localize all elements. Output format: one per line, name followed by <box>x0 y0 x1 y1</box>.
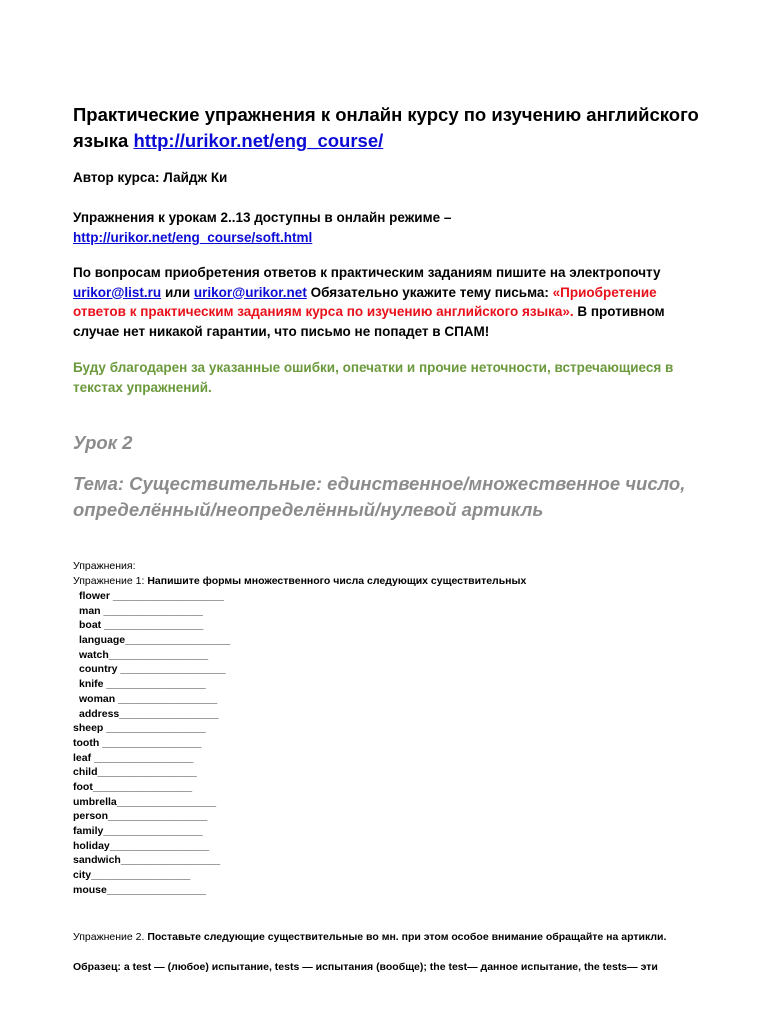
exercise-2-heading <box>73 930 713 945</box>
exercises-heading: Упражнения: <box>73 560 136 572</box>
list-item: foot_________________ <box>73 780 193 793</box>
lesson-topic: Тема: Существительные: единственное/множественное число, определённый/неопределённый/нулевой артикль <box>73 473 686 520</box>
word-list <box>73 589 230 897</box>
exercise-1-heading <box>73 574 713 589</box>
list-item: language__________________ <box>79 634 231 647</box>
exercise-1-task: Напишите формы множественного числа следующих существительных <box>147 575 527 587</box>
list-item: person_________________ <box>73 810 208 823</box>
online-text: Упражнения к урокам 2..13 доступны в онлайн режиме – <box>73 210 452 225</box>
title-text: Практические упражнения к онлайн курсу по изучению английского языка <box>73 104 699 151</box>
lesson-title: Урок 2 <box>73 432 133 453</box>
list-item: woman _________________ <box>79 692 218 705</box>
author-line: Автор курса: Лайдж Ки <box>73 170 228 185</box>
contact-paragraph <box>73 263 713 341</box>
list-item: man _________________ <box>79 604 203 617</box>
list-item: tooth _________________ <box>73 736 202 749</box>
list-item: umbrella_________________ <box>73 795 217 808</box>
list-item: knife _________________ <box>79 678 206 691</box>
list-item: sandwich_________________ <box>73 854 221 867</box>
online-exercises-paragraph <box>73 208 713 247</box>
list-item: country __________________ <box>79 663 226 676</box>
contact-or: или <box>161 284 194 300</box>
contact-text-2: Обязательно укажите тему письма: <box>306 284 553 300</box>
list-item: watch_________________ <box>79 648 209 661</box>
list-item: holiday_________________ <box>73 839 210 852</box>
list-item: city_________________ <box>73 869 191 882</box>
email-link-1[interactable]: urikor@list.ru <box>73 284 162 300</box>
list-item: sheep _________________ <box>73 722 206 735</box>
email-subject: «Приобретение ответов к практическим заданиям курса по изучению английского языка». <box>73 284 657 319</box>
list-item: mouse_________________ <box>73 883 207 896</box>
list-item: family_________________ <box>73 825 203 837</box>
list-item: leaf _________________ <box>73 751 194 764</box>
list-item: boat _________________ <box>79 619 204 632</box>
course-link[interactable]: http://urikor.net/eng_course/ <box>133 130 384 151</box>
list-item: flower ___________________ <box>79 590 224 602</box>
soft-link[interactable]: http://urikor.net/eng_course/soft.html <box>73 229 313 245</box>
email-link-2[interactable]: urikor@urikor.net <box>193 284 307 300</box>
exercise-2-label: Упражнение 2. <box>73 931 148 943</box>
exercise-2-sample: Образец: a test — (любое) испытание, tests — испытания (вообще); the test— данное испытание, the tests— эти <box>73 961 658 973</box>
contact-text-1: По вопросам приобретения ответов к практическим заданиям пишите на электропочту <box>73 265 661 280</box>
exercise-2-task: Поставьте следующие существительные во мн. при этом особое внимание обращайте на артикли. <box>147 931 667 943</box>
contact-text-3: В противном случае нет никакой гарантии, что письмо не попадет в СПАМ! <box>73 304 665 339</box>
list-item: address_________________ <box>79 707 219 720</box>
list-item: child_________________ <box>73 766 197 779</box>
thanks-note: Буду благодарен за указанные ошибки, опечатки и прочие неточности, встречающиеся в текстах упражнений. <box>73 360 674 395</box>
page-title <box>73 102 713 154</box>
exercise-1-label: Упражнение 1: <box>73 575 148 587</box>
